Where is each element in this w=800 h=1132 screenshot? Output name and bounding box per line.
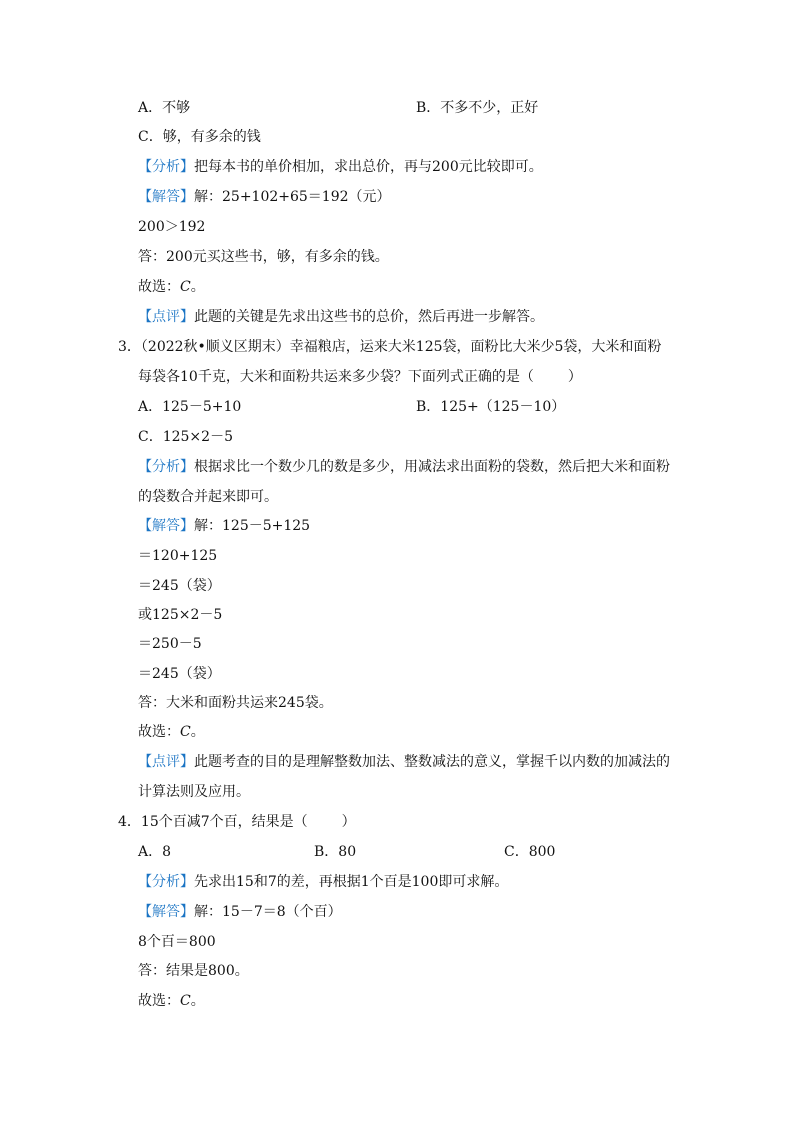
q4-option-a: A．8 [138,844,172,860]
choice-letter: C [180,724,191,740]
q4-choice [138,991,205,1011]
q3-choice [138,722,205,742]
q2-option-b: B．不多不少，正好 [416,100,539,116]
answer-tag: 【解答】 [138,518,194,534]
answer-line: 答：200元买这些书，够，有多余的钱。 [138,249,389,265]
analysis-tag: 【分析】 [138,159,194,175]
comment-text: 此题的关键是先求出这些书的总价，然后再进一步解答。 [194,309,544,325]
answer-line: 答：大米和面粉共运来245袋。 [138,695,333,711]
answer-line: 解：25+102+65＝192（元） [194,189,391,205]
q4-option-c: C．800 [504,844,556,860]
answer-line: ＝120+125 [138,548,218,564]
q4-stem [118,812,356,832]
q3-stem-line2 [138,367,582,387]
q3-comment [138,752,670,772]
choice-prefix: 故选： [138,724,180,740]
question-stem: （2022秋•顺义区期末）幸福粮店，运来大米125袋，面粉比大米少5袋，大米和面粉 [140,339,662,355]
q2-option-a: A．不够 [138,100,191,116]
answer-line: 解：125－5+125 [194,518,311,534]
q2-comment [138,307,544,327]
answer-line: ＝245（袋） [138,666,221,682]
q3-option-a: A．125－5+10 [138,399,242,415]
question-stem: 15个百减7个百，结果是（ [140,814,308,830]
analysis-tag: 【分析】 [138,874,194,890]
question-number: 4． [118,814,141,830]
comment-text: 计算法则及应用。 [138,784,250,800]
q2-answer [138,187,391,207]
q4-option-b: B．80 [314,844,357,860]
choice-suffix: 。 [190,993,205,1009]
answer-line: 200＞192 [138,219,206,235]
q3-option-b: B．125+（125－10） [416,399,566,415]
question-stem-close: ） [341,814,356,830]
answer-tag: 【解答】 [138,904,194,920]
analysis-text: 先求出15和7的差，再根据1个百是100即可求解。 [194,874,509,890]
answer-line: 答：结果是800。 [138,963,249,979]
answer-line: 8个百＝800 [138,934,216,950]
answer-line: 或125×2－5 [138,607,223,623]
analysis-text: 把每本书的单价相加，求出总价，再与200元比较即可。 [194,159,543,175]
comment-text: 此题考查的目的是理解整数加法、整数减法的意义，掌握千以内数的加减法的 [194,754,670,770]
answer-line: ＝250－5 [138,636,202,652]
q2-choice [138,277,205,297]
q3-stem [118,337,661,357]
question-stem-close: ） [567,369,582,385]
comment-tag: 【点评】 [138,309,194,325]
q4-analysis [138,872,508,892]
answer-line: 解：15－7＝8（个百） [194,904,342,920]
answer-line: ＝245（袋） [138,578,221,594]
comment-tag: 【点评】 [138,754,194,770]
q2-analysis [138,157,543,177]
choice-letter: C [180,279,191,295]
q3-option-c: C．125×2－5 [138,429,233,445]
analysis-tag: 【分析】 [138,459,194,475]
choice-letter: C [180,993,191,1009]
choice-prefix: 故选： [138,279,180,295]
choice-suffix: 。 [190,724,205,740]
analysis-text: 根据求比一个数少几的数是多少，用减法求出面粉的袋数，然后把大米和面粉 [194,459,670,475]
analysis-text: 的袋数合并起来即可。 [138,489,278,505]
q3-analysis [138,457,670,477]
choice-suffix: 。 [190,279,205,295]
question-number: 3． [118,339,141,355]
choice-prefix: 故选： [138,993,180,1009]
question-stem: 每袋各10千克，大米和面粉共运来多少袋？下面列式正确的是（ [138,369,534,385]
answer-tag: 【解答】 [138,189,194,205]
q4-answer [138,902,342,922]
q3-answer [138,516,310,536]
q2-option-c: C．够，有多余的钱 [138,129,261,145]
